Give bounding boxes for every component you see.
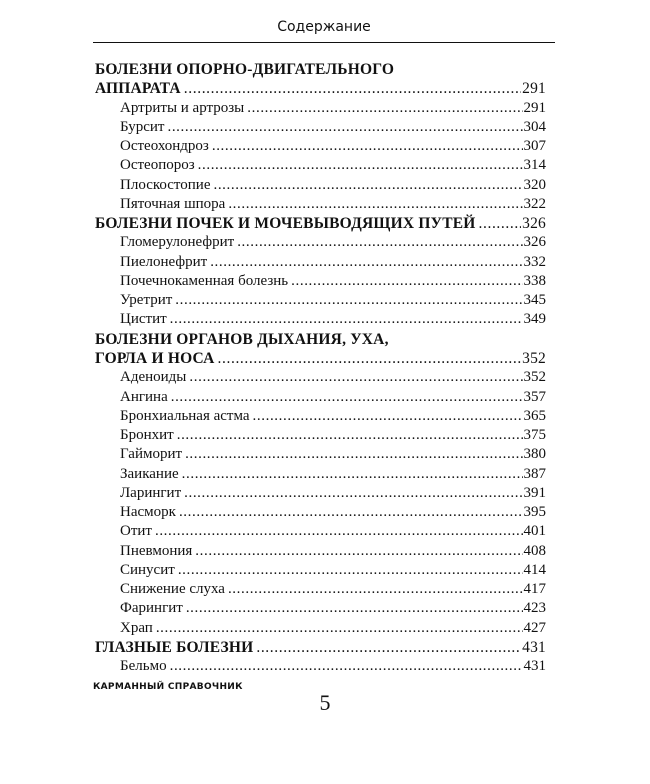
toc-title: Бурсит [120, 118, 165, 135]
toc-page: 357 [523, 388, 546, 405]
toc-title: БОЛЕЗНИ ОПОРНО-ДВИГАТЕЛЬНОГО [95, 61, 395, 78]
dot-leader [247, 99, 522, 118]
toc-title: Бронхит [120, 427, 174, 444]
toc-page: 291 [522, 80, 546, 98]
toc-entry [95, 426, 546, 445]
toc-page: 423 [523, 600, 546, 617]
toc-title: Плоскостопие [120, 176, 211, 193]
dot-leader [218, 349, 522, 368]
toc-page: 387 [523, 465, 546, 482]
toc-entry [95, 484, 546, 503]
toc-entry [95, 619, 546, 638]
toc-page: 326 [523, 234, 546, 251]
toc-title: Уретрит [120, 292, 173, 309]
toc-page: 326 [522, 215, 546, 233]
dot-leader [253, 407, 523, 426]
toc-page: 291 [523, 99, 546, 116]
toc-title: Почечнокаменная болезнь [120, 272, 289, 289]
toc-page: 307 [523, 138, 546, 155]
toc-title: ГЛАЗНЫЕ БОЛЕЗНИ [95, 638, 254, 656]
toc-title: Остеопороз [120, 157, 195, 174]
dot-leader [212, 137, 523, 156]
dot-leader [184, 484, 522, 503]
toc-section [95, 638, 546, 657]
dot-leader [195, 542, 522, 561]
toc-section [95, 79, 546, 98]
dot-leader [237, 233, 522, 252]
toc-title: Бронхиальная астма [120, 407, 250, 424]
toc-entry [95, 99, 546, 118]
dot-leader [185, 445, 522, 464]
dot-leader [155, 522, 523, 541]
toc-page: 345 [523, 292, 546, 309]
toc-title: Гломерулонефрит [120, 234, 235, 251]
dot-leader [291, 272, 522, 291]
toc-page: 349 [523, 311, 546, 328]
dot-leader [156, 619, 523, 638]
dot-leader [186, 599, 523, 618]
toc-title: Пяточная шпора [120, 195, 226, 212]
toc-entry [95, 407, 546, 426]
toc-title: Пиелонефрит [120, 253, 208, 270]
dot-leader [170, 657, 523, 676]
dot-leader [167, 118, 522, 137]
toc-title: Насморк [120, 504, 176, 521]
toc-title: Храп [120, 619, 153, 636]
toc-title: Фарингит [120, 600, 183, 617]
dot-leader [175, 291, 522, 310]
toc-entry [95, 253, 546, 272]
table-of-contents [95, 60, 546, 677]
toc-page: 304 [523, 118, 546, 135]
toc-page: 322 [523, 195, 546, 212]
toc-entry [95, 176, 546, 195]
toc-entry [95, 388, 546, 407]
toc-page: 431 [523, 658, 546, 675]
dot-leader [178, 561, 523, 580]
toc-title: Синусит [120, 561, 175, 578]
toc-page: 401 [523, 523, 546, 540]
toc-page: 320 [523, 176, 546, 193]
toc-page: 375 [523, 427, 546, 444]
dot-leader [479, 214, 522, 233]
toc-section [95, 214, 546, 233]
toc-entry [95, 137, 546, 156]
toc-title: Ларингит [120, 484, 182, 501]
toc-title: Снижение слуха [120, 581, 225, 598]
toc-title: Отит [120, 523, 152, 540]
toc-page: 314 [523, 157, 546, 174]
header-rule [93, 42, 555, 43]
toc-page: 408 [523, 542, 546, 559]
toc-title: АППАРАТА [95, 80, 181, 98]
toc-title: Цистит [120, 311, 167, 328]
toc-page: 338 [523, 272, 546, 289]
toc-page: 365 [523, 407, 546, 424]
toc-entry [95, 156, 546, 175]
dot-leader [171, 388, 523, 407]
dot-leader [184, 79, 521, 98]
toc-title: Бельмо [120, 658, 167, 675]
toc-page: 352 [523, 369, 546, 386]
toc-entry [95, 195, 546, 214]
toc-page: 431 [522, 638, 546, 656]
dot-leader [177, 426, 523, 445]
toc-entry [95, 368, 546, 387]
toc-page: 332 [523, 253, 546, 270]
toc-entry [95, 522, 546, 541]
toc-page: 417 [523, 581, 546, 598]
toc-title: Заикание [120, 465, 179, 482]
toc-section [95, 60, 546, 79]
toc-entry [95, 118, 546, 137]
toc-page: 427 [523, 619, 546, 636]
toc-section [95, 330, 546, 349]
toc-entry [95, 580, 546, 599]
dot-leader [210, 253, 522, 272]
page-number: 5 [319, 690, 331, 715]
toc-entry [95, 465, 546, 484]
toc-title: Аденоиды [120, 369, 187, 386]
toc-title: Пневмония [120, 542, 193, 559]
toc-page: 414 [523, 561, 546, 578]
toc-page: 380 [523, 446, 546, 463]
dot-leader [182, 465, 523, 484]
toc-title: Гайморит [120, 446, 183, 463]
toc-entry [95, 272, 546, 291]
toc-title: Артриты и артрозы [120, 99, 245, 116]
toc-entry [95, 561, 546, 580]
dot-leader [256, 638, 521, 657]
dot-leader [213, 176, 522, 195]
dot-leader [179, 503, 523, 522]
toc-entry [95, 233, 546, 252]
toc-entry [95, 503, 546, 522]
toc-section [95, 349, 546, 368]
toc-page: 395 [523, 504, 546, 521]
toc-title: БОЛЕЗНИ ОРГАНОВ ДЫХАНИЯ, УХА, [95, 330, 389, 348]
dot-leader [198, 156, 523, 175]
toc-title: БОЛЕЗНИ ПОЧЕК И МОЧЕВЫВОДЯЩИХ ПУТЕЙ [95, 215, 476, 233]
toc-title: Ангина [120, 388, 168, 405]
toc-entry [95, 445, 546, 464]
toc-entry [95, 291, 546, 310]
running-header: Содержание [277, 19, 371, 35]
toc-entry [95, 657, 546, 676]
dot-leader [189, 368, 522, 387]
toc-page: 352 [522, 349, 546, 367]
toc-entry [95, 310, 546, 329]
dot-leader [170, 310, 523, 329]
toc-entry [95, 542, 546, 561]
dot-leader [228, 195, 522, 214]
toc-page: 391 [523, 484, 546, 501]
footer-series: КАРМАННЫЙ СПРАВОЧНИК [93, 682, 243, 692]
toc-entry [95, 599, 546, 618]
dot-leader [228, 580, 523, 599]
toc-title: Остеохондроз [120, 138, 209, 155]
toc-title: ГОРЛА И НОСА [95, 349, 215, 367]
